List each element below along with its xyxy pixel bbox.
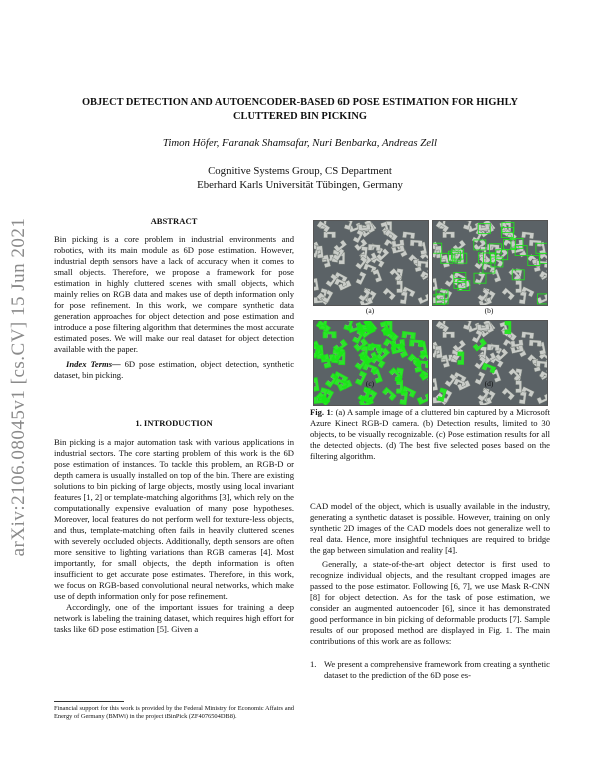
index-terms (54, 359, 294, 381)
contribution-item (310, 659, 550, 681)
paper-title (60, 96, 540, 124)
index-terms-text: 6D pose estimation, object detection, synthetic dataset, bin picking. (54, 359, 295, 380)
figure-panel-b (432, 220, 548, 306)
arxiv-identifier: arXiv:2106.08045v1 [cs.CV] 15 Jun 2021 (8, 217, 29, 557)
right-paragraph-1: CAD model of the object, which is usually available in the industry, generating a synthetic dataset is possible. However, training on only synthetic 2D images of the CAD models does not generalize well to real data. Hence, more insightful techniques are required to bridge the gap between simulation and reality [4]. (310, 501, 550, 555)
bin-photo-c (314, 321, 428, 405)
footnote-rule (54, 701, 124, 702)
affiliation-line-2: Eberhard Karls Universität Tübingen, Germany (197, 179, 403, 191)
figure-label-d: (d) (484, 379, 494, 388)
figure-caption-text: : (a) A sample image of a cluttered bin captured by a Microsoft Azure Kinect RGB-D camera. (b) Detection results, limited to 30 objects, to be visually recognizable. (c) Pose estimation results for all the detected objects. (d) The best five selected poses based on the filtering algorithm. (310, 407, 550, 461)
bin-photo-d (433, 321, 547, 405)
figure-panel-a (313, 220, 429, 306)
introduction-heading: 1. INTRODUCTION (135, 418, 213, 428)
figure-panel-d (432, 320, 548, 406)
title-line-2: CLUTTERED BIN PICKING (233, 111, 367, 122)
title-line-1: OBJECT DETECTION AND AUTOENCODER-BASED 6D POSE ESTIMATION FOR HIGHLY (81, 97, 519, 108)
right-column-body (310, 501, 550, 681)
abstract-block (54, 234, 294, 381)
contributions-list (310, 659, 550, 681)
figure-label-c: (c) (365, 379, 375, 388)
abstract-heading: ABSTRACT (150, 216, 198, 226)
contribution-text: We present a comprehensive framework from creating a synthetic dataset to the prediction of the 6D pose es- (324, 659, 550, 680)
intro-paragraph-2: Accordingly, one of the important issues for training a deep network is labeling the training dataset, which requires high effort for tasks like 6D pose estimation [5]. Given a (54, 602, 294, 634)
figure-label-b: (b) (484, 306, 494, 315)
figure-caption (310, 407, 550, 462)
index-terms-label: Index Terms— (66, 359, 121, 369)
introduction-body (54, 437, 294, 635)
footnote: Financial support for this work is provided by the Federal Ministry for Economic Affairs and Energy of Germany (BMWi) in the project iBinPick (ZF4076504DB8). (54, 705, 294, 721)
affiliation-line-1: Cognitive Systems Group, CS Department (208, 165, 392, 177)
abstract-text: Bin picking is a core problem in industrial environments and robotics, with its main module as 6D pose estimation. However, industrial depth sensors have a lack of accuracy when it comes to small objects. Therefore, we propose a framework for pose estimation in highly cluttered scenes with small objects, which mainly relies on RGB data and makes use of depth information only for pose refinement. In this work, we compare synthetic data generation approaches for object detection and pose estimation and introduce a pose filtering algorithm that determines the most accurate estimated poses. We will make our real dataset for object detection available with the paper. (54, 234, 294, 354)
right-paragraph-2: Generally, a state-of-the-art object detector is first used to recognize individual objects, and the resultant cropped images are passed to the pose estimator. Following [6, 7], we use Mask R-CNN [8] for object detection. As for the task of pose estimation, we consider an augmented autoencoder [6], since it has demonstrated good performance in bin picking of deformable products [7]. Sample results of our proposed method are displayed in Fig. 1. The main contributions of this work are as follows: (310, 559, 550, 646)
arxiv-sidebar (4, 212, 34, 562)
figure-caption-label: Fig. 1 (310, 407, 331, 417)
contribution-number: 1. (310, 659, 317, 669)
bin-photo-a (314, 221, 428, 305)
intro-paragraph-1: Bin picking is a major automation task with various applications in industrial sectors. The core starting problem of this work is the 6D pose estimation of instances. To tackle this problem, an RGB-D or depth camera is usually installed on top of the bin. There are existing solutions to bin picking of large objects, mostly using local invariant features [1, 2] or template-matching algorithms [3], which rely on the computationally expensive evaluation of many pose hypotheses. Moreover, local features do not perform well for texture-less objects, and thus, template-matching often fails in heavily cluttered scenes with severely occluded objects. Additionally, depth sensors are often more sensitive to lighting variations than RGB cameras [4]. Most importantly, for small objects, the depth information is often insufficient to get accurate pose estimates. Therefore, in this work, we focus on RGB-based convolutional neural networks, which make use of depth information only for pose refinement. (54, 437, 294, 601)
bin-photo-b (433, 221, 547, 305)
figure-panel-c (313, 320, 429, 406)
author-list: Timon Höfer, Faranak Shamsafar, Nuri Benbarka, Andreas Zell (162, 137, 438, 149)
affiliation (60, 164, 540, 192)
figure-label-a: (a) (365, 306, 375, 315)
